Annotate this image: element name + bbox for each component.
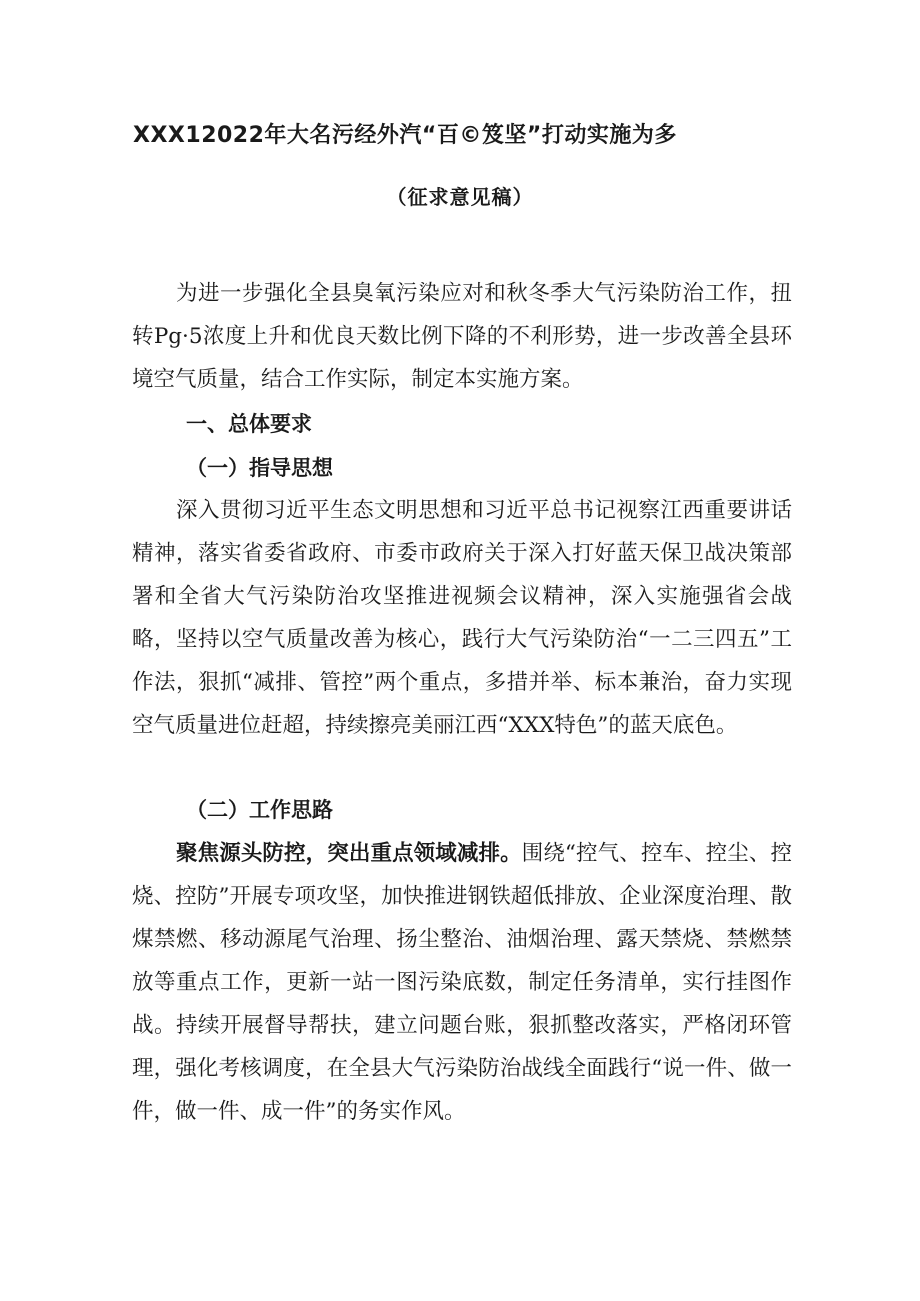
work-approach-paragraph	[132, 832, 792, 1133]
subsection-heading-guiding-ideology: （一）指导思想	[186, 456, 333, 480]
document-title: XXX12022年大名污经外汽“百©笈坚”打动实施为多	[133, 123, 677, 148]
document-subtitle: （征求意见稿）	[386, 185, 534, 209]
section-heading-overall-requirements: 一、总体要求	[186, 412, 312, 436]
subsection-heading-work-approach: （二）工作思路	[186, 798, 333, 822]
work-approach-text: 围绕“控气、控车、控尘、控烧、控防”开展专项攻坚，加快推进钢铁超低排放、企业深度治理、散煤禁燃、移动源尾气治理、扬尘整治、油烟治理、露天禁烧、禁燃禁放等重点工作，更新一站一图污染底数，制定任务清单，实行挂图作战。持续开展督导帮扶，建立问题台账，狠抓整改落实，严格闭环管理，强化考核调度，在全县大气污染防治战线全面践行“说一件、做一件，做一件、成一件”的务实作风。	[132, 841, 792, 1124]
work-approach-lead: 聚焦源头防控，突出重点领域减排。	[176, 841, 522, 866]
guiding-ideology-paragraph: 深入贯彻习近平生态文明思想和习近平总书记视察江西重要讲话精神，落实省委省政府、市委市政府关于深入打好蓝天保卫战决策部署和全省大气污染防治攻坚推进视频会议精神，深入实施强省会战略，坚持以空气质量改善为核心，践行大气污染防治“一二三四五”工作法，狠抓“减排、管控”两个重点，多措并举、标本兼治，奋力实现空气质量进位赶超，持续擦亮美丽江西“XXX特色”的蓝天底色。	[132, 498, 792, 738]
intro-paragraph: 为进一步强化全县臭氧污染应对和秋冬季大气污染防治工作，扭转Pg·5浓度上升和优良天数比例下降的不利形势，进一步改善全县环境空气质量，结合工作实际，制定本实施方案。	[132, 281, 792, 392]
